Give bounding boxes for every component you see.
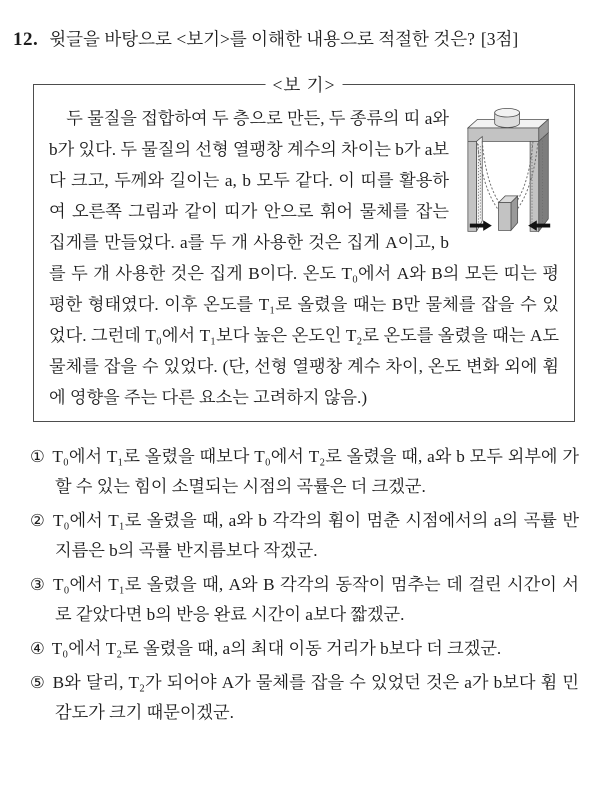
choice-4[interactable] — [30, 634, 579, 664]
choice-1[interactable] — [30, 442, 579, 502]
choice-1-text: T₀에서 T₁로 올렸을 때보다 T₀에서 T₂로 올렸을 때, a와 b 모두 외부에 가할 수 있는 힘이 소멸되는 시점의 곡률은 더 크겠군. — [52, 447, 579, 496]
question-prompt: 윗글을 바탕으로 <보기>를 이해한 내용으로 적절한 것은? — [49, 29, 475, 49]
bogi-content — [49, 103, 559, 413]
choice-5[interactable] — [30, 668, 579, 728]
question-header — [0, 0, 600, 52]
choice-5-text: B와 달리, T₂가 되어야 A가 물체를 잡을 수 있었던 것은 a가 b보다 휨 민감도가 크기 때문이겠군. — [52, 673, 579, 722]
choice-2[interactable] — [30, 506, 579, 566]
choice-list — [0, 442, 600, 728]
clamp-knob — [495, 108, 520, 127]
choice-3-marker: ③ — [30, 575, 47, 594]
bogi-box — [33, 75, 575, 422]
choice-2-marker: ② — [30, 511, 47, 530]
clamp-left-strip — [468, 137, 482, 232]
choice-2-text: T₀에서 T₁로 올렸을 때, a와 b 각각의 휨이 멈춘 시점에서의 a의 곡률 반지름은 b의 곡률 반지름보다 작겠군. — [53, 511, 579, 560]
choice-4-marker: ④ — [30, 639, 45, 658]
clamp-right-strip — [530, 133, 548, 232]
choice-3[interactable] — [30, 570, 579, 630]
choice-5-marker: ⑤ — [30, 673, 46, 692]
bogi-text: 두 물질을 접합하여 두 층으로 만든, 두 종류의 띠 a와 b가 있다. 두 물질의 선형 열팽창 계수의 차이는 b가 a보다 크고, 두께와 길이는 a, b 모두 같다. 이 띠를 활용하여 오른쪽 그림과 같이 띠가 안으로 휘어 물체를 잡는 집게를 만들었다. a를 두 개 사용한 것은 집게 A이고, b를 두 개 사용한 것은 집게 B이다. 온도 T₀에서 A와 B의 모든 띠는 평평한 형태였다. 이후 온도를 T₁로 올렸을 때는 B만 물체를 잡을 수 있었다. 그런데 T₀에서 T₁보다 높은 온도인 T₂로 온도를 올렸을 때는 A도 물체를 잡을 수 있었다. (단, 선형 열팽창 계수 차이, 온도 변화 외에 휨에 영향을 주는 다른 요소는 고려하지 않음.) — [49, 109, 559, 407]
bogi-label: <보 기> — [266, 72, 343, 97]
choice-1-marker: ① — [30, 447, 46, 466]
clamp-diagram-svg — [461, 105, 559, 239]
question-points: [3점] — [480, 29, 519, 49]
question-number: 12. — [13, 29, 39, 50]
choice-3-text: T₀에서 T₁로 올렸을 때, A와 B 각각의 동작이 멈추는 데 걸린 시간이 서로 같았다면 b의 반응 완료 시간이 a보다 짧겠군. — [53, 575, 579, 624]
choice-4-text: T₀에서 T₂로 올렸을 때, a의 최대 이동 거리가 b보다 더 크겠군. — [51, 639, 502, 658]
grabbed-object-block — [499, 196, 518, 230]
clamp-figure — [461, 105, 559, 239]
